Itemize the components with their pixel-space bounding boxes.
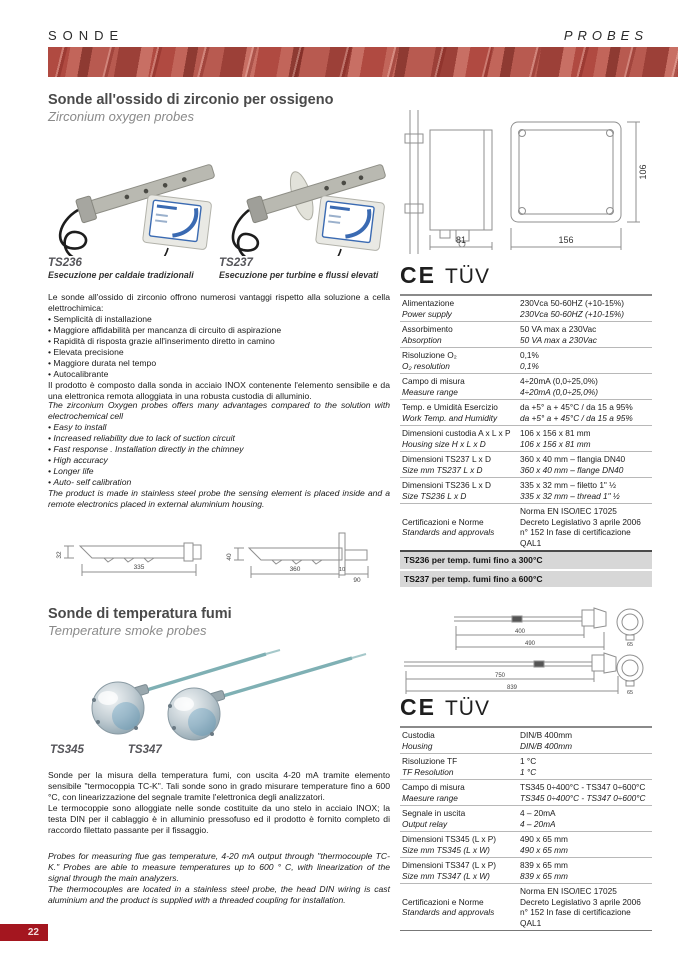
row-label-it: Temp. e Umidità Esercizio bbox=[402, 402, 498, 412]
row-label-it: Dimensioni TS236 L x D bbox=[402, 480, 492, 490]
section1-intro-it: Le sonde all'ossido di zirconio offrono numerosi vantaggi rispetto alla soluzione a cella elettrochimica: bbox=[48, 292, 390, 313]
ts345-code-label: TS345 bbox=[50, 744, 84, 756]
row-value-it: 839 x 65 mm bbox=[520, 860, 568, 870]
housing-dimension-drawing bbox=[396, 108, 654, 256]
table-row-certifications bbox=[400, 883, 652, 931]
row-label-it: Dimensioni custodia A x L x P bbox=[402, 428, 511, 438]
table-row bbox=[400, 831, 652, 857]
svg-text:32: 32 bbox=[56, 551, 63, 559]
section2-para2-en: The thermocouples are located in a stainless steel probe, the head DIN wiring is cast aluminium and the product is supplied with a threaded coupling for installation. bbox=[48, 884, 390, 905]
svg-text:10: 10 bbox=[338, 567, 346, 573]
table-row bbox=[400, 296, 652, 321]
bullet-it: • Elevata precisione bbox=[48, 347, 390, 358]
table-row bbox=[400, 477, 652, 503]
page-header-title-it: SONDE bbox=[48, 28, 125, 43]
cert-line: Decreto Legislativo 3 aprile 2006 bbox=[520, 896, 641, 907]
row-value-it: 106 x 156 x 81 mm bbox=[520, 428, 591, 438]
row-value-it: DIN/B 400mm bbox=[520, 730, 573, 740]
row-value-it: da +5° a + 45°C / da 15 a 95% bbox=[520, 402, 633, 412]
row-value-it: 0,1% bbox=[520, 350, 539, 360]
row-label-en: Work Temp. and Humidity bbox=[402, 412, 498, 423]
row-value-it: 230Vca 50-60HZ (+10-15%) bbox=[520, 298, 624, 308]
smoke-probe-dimension-drawing bbox=[396, 602, 654, 698]
bullet-en: • Fast response . Installation directly in the chimney bbox=[48, 444, 390, 455]
dim-106: 106 bbox=[638, 164, 648, 180]
ts345-ts347-product-photo bbox=[48, 648, 368, 744]
note-ts236: TS236 per temp. fumi fino a 300°C bbox=[400, 552, 652, 569]
table-row bbox=[400, 321, 652, 347]
row-value-en: 106 x 156 x 81 mm bbox=[520, 438, 591, 449]
row-value-en: 360 x 40 mm – flange DN40 bbox=[520, 464, 624, 475]
row-label-en: Size mm TS347 (L x W) bbox=[402, 870, 490, 881]
row-label-it: Assorbimento bbox=[402, 324, 453, 334]
model-notes bbox=[400, 550, 652, 587]
ts347-code-label: TS347 bbox=[127, 744, 162, 756]
cert-line: Norma EN ISO/IEC 17025 bbox=[520, 506, 617, 516]
bullet-en: • High accuracy bbox=[48, 455, 390, 466]
ce-mark-icon: CE bbox=[400, 694, 436, 720]
bullet-it: • Maggiore durata nel tempo bbox=[48, 358, 390, 369]
row-label-en: TF Resolution bbox=[402, 766, 454, 777]
spec-table-smoke bbox=[400, 726, 652, 931]
section2-title-it: Sonde di temperatura fumi bbox=[48, 606, 232, 622]
cert-line: n° 152 In fase di certificazione QAL1 bbox=[520, 907, 631, 928]
section2-text-en bbox=[48, 851, 390, 906]
table-row bbox=[400, 805, 652, 831]
table-row bbox=[400, 857, 652, 883]
row-label-it: Campo di misura bbox=[402, 782, 465, 792]
section1-product-photos bbox=[48, 138, 390, 256]
ts236-code-label: TS236 bbox=[48, 257, 82, 269]
section1-title-en: Zirconium oxygen probes bbox=[48, 109, 194, 124]
dim-335: 335 bbox=[133, 564, 145, 571]
row-label-it: Certificazioni e Norme bbox=[402, 896, 484, 907]
probe-dimension-drawing-ts236-ts237 bbox=[44, 528, 390, 602]
row-value-it: 335 x 32 mm – filetto 1" ½ bbox=[520, 480, 617, 490]
dim-360: 360 bbox=[289, 566, 301, 573]
bullet-it: • Semplicità di installazione bbox=[48, 314, 390, 325]
table-row bbox=[400, 399, 652, 425]
tuv-mark: TÜV bbox=[444, 265, 490, 288]
row-value-en: 4 – 20mA bbox=[520, 818, 556, 829]
row-label-en: Output relay bbox=[402, 818, 448, 829]
row-label-en: Housing size H x L x D bbox=[402, 438, 486, 449]
row-label-en: Measure range bbox=[402, 386, 458, 397]
row-label-en: Standards and approvals bbox=[402, 527, 495, 537]
row-value-it: 1 °C bbox=[520, 756, 537, 766]
bullet-en: • Easy to install bbox=[48, 422, 390, 433]
row-value-en: DIN/B 400mm bbox=[520, 740, 573, 751]
row-value-it: 50 VA max a 230Vac bbox=[520, 324, 597, 334]
header-red-banner bbox=[48, 47, 678, 77]
table-row bbox=[400, 753, 652, 779]
section1-outro-it: Il prodotto è composto dalla sonda in acciaio INOX contenente l'elemento sensibile e da una elettronica remota alloggiata in una robusta custodia di alluminio. bbox=[48, 380, 390, 401]
row-value-it: TS345 0÷400°C - TS347 0÷600°C bbox=[520, 782, 646, 792]
dim-65: 65 bbox=[626, 690, 634, 696]
table-row bbox=[400, 779, 652, 805]
cert-line: n° 152 In fase di certificazione QAL1 bbox=[520, 527, 631, 548]
row-label-it: Risoluzione O₂ bbox=[402, 350, 457, 360]
section2-title-block bbox=[48, 606, 232, 639]
bullet-en: • Auto- self calibration bbox=[48, 477, 390, 488]
section1-product-captions bbox=[48, 257, 390, 280]
section2-text-it bbox=[48, 770, 390, 836]
ts237-caption: Esecuzione per turbine e flussi elevati bbox=[219, 270, 379, 280]
dim-490: 490 bbox=[524, 641, 536, 647]
section1-title-block bbox=[48, 92, 333, 125]
bullet-it: • Rapidità di risposta grazie all'inserimento diretto in camino bbox=[48, 336, 390, 347]
row-label-it: Certificazioni e Norme bbox=[402, 516, 484, 527]
row-value-en: 4÷20mA (0,0÷25,0%) bbox=[520, 386, 598, 397]
page-number: 22 bbox=[0, 924, 48, 941]
row-label-it: Dimensioni TS237 L x D bbox=[402, 454, 492, 464]
note-ts237: TS237 per temp. fumi fino a 600°C bbox=[400, 571, 652, 588]
row-label-en: Size mm TS345 (L x W) bbox=[402, 844, 490, 855]
row-label-en: Size TS236 L x D bbox=[402, 490, 467, 501]
bullet-en: • Increased reliability due to lack of suction circuit bbox=[48, 433, 390, 444]
section1-text-it bbox=[48, 292, 390, 402]
page-header-title-en: PROBES bbox=[563, 28, 648, 43]
row-label-en: Standards and approvals bbox=[402, 907, 495, 917]
row-label-en: Housing bbox=[402, 740, 433, 751]
row-value-en: TS345 0÷400°C - TS347 0÷600°C bbox=[520, 792, 646, 803]
row-value-it: 490 x 65 mm bbox=[520, 834, 568, 844]
section2-para2-it: Le termocoppie sono alloggiate nelle sonde costituite da uno stelo in acciaio INOX; la testa DIN per il cablaggio è in alluminio pressofuso ed il prodotto è fornito completo di raccordo filettato passante per il fissaggio. bbox=[48, 803, 390, 835]
row-value-en: 1 °C bbox=[520, 766, 537, 777]
cert-line: Decreto Legislativo 3 aprile 2006 bbox=[520, 516, 641, 527]
dim-839: 839 bbox=[506, 685, 518, 691]
dim-750: 750 bbox=[494, 673, 506, 679]
svg-text:90: 90 bbox=[353, 577, 361, 584]
section1-text-en bbox=[48, 400, 390, 510]
row-value-en: da +5° a + 45°C / da 15 a 95% bbox=[520, 412, 633, 423]
section2-para1-it: Sonde per la misura della temperatura fumi, con uscita 4-20 mA tramite elemento sensibile "termocoppia TC-K". Tali sonde sono in grado misurare temperature fino a 600 °C, con linearizzazione del segnale tramite l'elettronica degli analizzatori. bbox=[48, 770, 390, 802]
row-label-it: Dimensioni TS347 (L x P) bbox=[402, 860, 497, 870]
dim-65: 65 bbox=[626, 642, 634, 648]
ce-tuv-mark-2 bbox=[400, 694, 490, 721]
ts237-code-label: TS237 bbox=[219, 257, 253, 269]
table-row bbox=[400, 728, 652, 753]
section2-title-en: Temperature smoke probes bbox=[48, 623, 207, 638]
row-label-it: Segnale in uscita bbox=[402, 808, 466, 818]
row-value-en: 0,1% bbox=[520, 360, 539, 371]
row-label-en: Power supply bbox=[402, 308, 452, 319]
ts236-caption: Esecuzione per caldaie tradizionali bbox=[48, 270, 194, 280]
row-value-en: 335 x 32 mm – thread 1" ½ bbox=[520, 490, 620, 501]
table-row-certifications bbox=[400, 503, 652, 550]
ts236-product-photo bbox=[48, 138, 219, 256]
dim-81: 81 bbox=[455, 235, 467, 245]
section1-title-it: Sonde all'ossido di zirconio per ossigeno bbox=[48, 92, 334, 108]
bullet-en: • Longer life bbox=[48, 466, 390, 477]
row-value-it: 360 x 40 mm – flangia DN40 bbox=[520, 454, 626, 464]
section2-para1-en: Probes for measuring flue gas temperature, 4-20 mA output through "thermocouple TC-K." Probes are able to measure temperatures up to 600 ° C, with linearization of the signal through the main analyzers. bbox=[48, 851, 390, 883]
svg-text:40: 40 bbox=[226, 553, 233, 561]
row-value-en: 839 x 65 mm bbox=[520, 870, 568, 881]
row-label-en: O₂ resolution bbox=[402, 360, 450, 371]
row-value-it: 4÷20mA (0,0÷25,0%) bbox=[520, 376, 598, 386]
tuv-mark: TÜV bbox=[444, 697, 490, 720]
table-row bbox=[400, 347, 652, 373]
ce-mark-icon: CE bbox=[400, 262, 436, 288]
table-row bbox=[400, 451, 652, 477]
row-label-it: Dimensioni TS345 (L x P) bbox=[402, 834, 497, 844]
row-label-it: Custodia bbox=[402, 730, 435, 740]
section2-product-captions bbox=[50, 744, 162, 757]
table-row bbox=[400, 425, 652, 451]
row-label-it: Campo di misura bbox=[402, 376, 465, 386]
row-value-it: 4 – 20mA bbox=[520, 808, 556, 818]
row-label-en: Absorption bbox=[402, 334, 442, 345]
spec-table-zirconium bbox=[400, 294, 652, 589]
row-label-en: Size mm TS237 L x D bbox=[402, 464, 483, 475]
section1-outro-en: The product is made in stainless steel probe the sensing element is placed inside and a remote electronics placed in external aluminium housing. bbox=[48, 488, 390, 509]
section1-intro-en: The zirconium Oxygen probes offers many advantages compared to the solution with electrochemical cell bbox=[48, 400, 390, 421]
row-label-it: Alimentazione bbox=[402, 298, 455, 308]
ts237-product-photo bbox=[219, 138, 390, 256]
table-row bbox=[400, 373, 652, 399]
dim-156: 156 bbox=[558, 235, 574, 245]
ce-tuv-mark-1 bbox=[400, 262, 490, 289]
cert-line: Norma EN ISO/IEC 17025 bbox=[520, 886, 617, 896]
dim-400: 400 bbox=[514, 629, 526, 635]
bullet-it: • Autocalibrante bbox=[48, 369, 390, 380]
row-value-en: 230Vca 50-60HZ (+10-15%) bbox=[520, 308, 624, 319]
row-label-it: Risoluzione TF bbox=[402, 756, 458, 766]
bullet-it: • Maggiore affidabilità per mancanza di circuito di aspirazione bbox=[48, 325, 390, 336]
row-value-en: 490 x 65 mm bbox=[520, 844, 568, 855]
row-value-en: 50 VA max a 230Vac bbox=[520, 334, 597, 345]
row-label-en: Maesure range bbox=[402, 792, 458, 803]
